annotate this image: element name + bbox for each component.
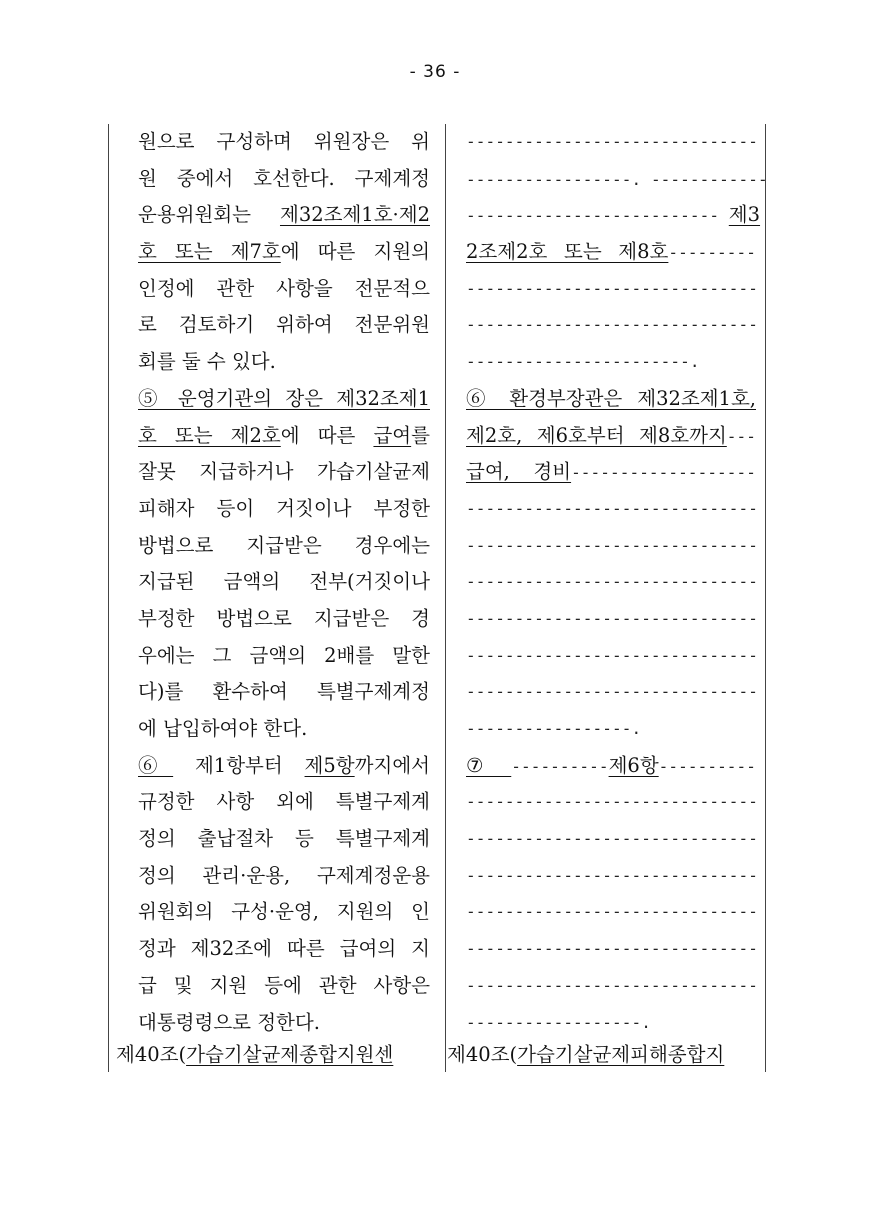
dash-line: ------------------------------ bbox=[466, 939, 758, 959]
text-line: 정의 출납절차 등 특별구제계 bbox=[138, 827, 430, 851]
underlined-amendment: 제2호, 제6호부터 제8호까지 bbox=[466, 423, 727, 447]
amendment-text-column bbox=[466, 124, 768, 1041]
text-line: 잘못 지급하거나 가습기살균제 bbox=[138, 460, 430, 484]
dash-line: ------------------------------ bbox=[466, 792, 758, 812]
text-line: 급여, 경비------------------- bbox=[466, 460, 756, 484]
page-number: - 36 - bbox=[409, 62, 461, 82]
article-heading-current: 제40조(가습기살균제종합지원센 bbox=[116, 1043, 394, 1066]
dash-line: ------------------------------ bbox=[466, 315, 758, 335]
text-line: 부정한 방법으로 지급받은 경 bbox=[138, 606, 430, 630]
right-border bbox=[765, 124, 766, 1072]
text-line: 정과 제32조에 따른 급여의 지 bbox=[138, 937, 430, 961]
text-line: 대통령령으로 정한다. bbox=[138, 1010, 320, 1034]
text-line: 방법으로 지급받은 경우에는 bbox=[138, 533, 430, 557]
underlined-amendment: 급여, 경비 bbox=[466, 460, 572, 484]
column-divider bbox=[445, 124, 446, 1072]
article-heading-amended: 제40조(가습기살균제피해종합지 bbox=[447, 1043, 725, 1066]
text-line: ⑦ ----------제6항---------- bbox=[466, 753, 756, 777]
underlined-amendment: 가습기살균제종합지원센 bbox=[186, 1043, 394, 1066]
text-line bbox=[466, 381, 756, 418]
text-line: 다)를 환수하여 특별구제계정 bbox=[138, 680, 430, 704]
text-line: 피해자 등이 거짓이나 부정한 bbox=[138, 496, 430, 520]
text-line: 규정한 사항 외에 특별구제계 bbox=[138, 790, 430, 814]
underlined-amendment: ⑥ bbox=[138, 753, 174, 777]
text-line: 에 납입하여야 한다. bbox=[138, 717, 308, 740]
underlined-amendment: 제3 bbox=[728, 203, 761, 227]
dash-line: ------------------------------ bbox=[466, 535, 758, 555]
text-line: 호 또는 제7호에 따른 지원의 bbox=[138, 240, 430, 264]
dash-line: ------------------. bbox=[466, 1012, 651, 1032]
text-line bbox=[138, 381, 430, 418]
dash-line: ------------------------------ bbox=[466, 608, 758, 628]
dash-line: ------------------------------ bbox=[466, 498, 758, 518]
dash-line: ------------------------------ bbox=[466, 975, 758, 995]
text-line: ⑥ 제1항부터 제5항까지에서 bbox=[138, 753, 430, 777]
text-line: 정의 관리·운용, 구제계정운용 bbox=[138, 863, 430, 887]
current-text-column bbox=[138, 124, 430, 1041]
text-line: 원 중에서 호선한다. 구제계정 bbox=[138, 166, 430, 190]
underlined-amendment: 제6항 bbox=[608, 753, 659, 777]
underlined-amendment: 제5항 bbox=[304, 753, 355, 777]
dash-line: ------------------------------ bbox=[466, 682, 758, 702]
text-line: 회를 둘 수 있다. bbox=[138, 350, 276, 374]
left-border bbox=[108, 124, 109, 1072]
text-line: 급 및 지원 등에 관한 사항은 bbox=[138, 973, 430, 997]
text-line: 인정에 관한 사항을 전문적으 bbox=[138, 276, 430, 300]
dash-line: -----------------------. bbox=[466, 352, 700, 372]
underlined-amendment: ⑤ 운영기관의 장은 제32조제1 bbox=[138, 386, 430, 410]
underlined-amendment: 호 또는 제7호 bbox=[138, 240, 281, 264]
text-line: 제2호, 제6호부터 제8호까지--- bbox=[466, 423, 756, 447]
dash-line: ------------------------------ bbox=[466, 645, 758, 665]
text-line: 위원회의 구성·운영, 지원의 인 bbox=[138, 900, 430, 924]
text-line: 로 검토하기 위하여 전문위원 bbox=[138, 313, 430, 337]
dash-line: ------------------------------ bbox=[466, 572, 758, 592]
text-line: 운용위원회는 제32조제1호·제2 bbox=[138, 203, 430, 227]
text-line: -----------------. ------------ bbox=[466, 169, 768, 189]
text-line: 호 또는 제2호에 따른 급여를 bbox=[138, 423, 430, 447]
dash-line: ------------------------------ bbox=[466, 829, 758, 849]
underlined-amendment: 급여 bbox=[373, 423, 412, 447]
dash-line: -----------------. bbox=[466, 719, 642, 738]
underlined-amendment: 호 또는 제2호 bbox=[138, 423, 281, 447]
underlined-amendment: ⑥ 환경부장관은 제32조제1호, bbox=[466, 386, 756, 410]
text-line: 2조제2호 또는 제8호--------- bbox=[466, 240, 756, 264]
text-line: 지급된 금액의 전부(거짓이나 bbox=[138, 570, 430, 594]
dash-line: ------------------------------ bbox=[466, 902, 758, 922]
underlined-amendment: 가습기살균제피해종합지 bbox=[517, 1043, 725, 1066]
dash-line: ------------------------------ bbox=[466, 865, 758, 885]
underlined-amendment: ⑦ bbox=[466, 753, 512, 777]
text-line: 원으로 구성하며 위원장은 위 bbox=[138, 130, 430, 153]
underlined-amendment: 제32조제1호·제2 bbox=[279, 203, 430, 227]
dash-line: ------------------------------ bbox=[466, 132, 758, 151]
dash-line: ------------------------------ bbox=[466, 278, 758, 298]
underlined-amendment: 2조제2호 또는 제8호 bbox=[466, 240, 669, 264]
text-line: -------------------------- 제3 bbox=[466, 203, 761, 227]
text-line: 우에는 그 금액의 2배를 말한 bbox=[138, 643, 430, 667]
